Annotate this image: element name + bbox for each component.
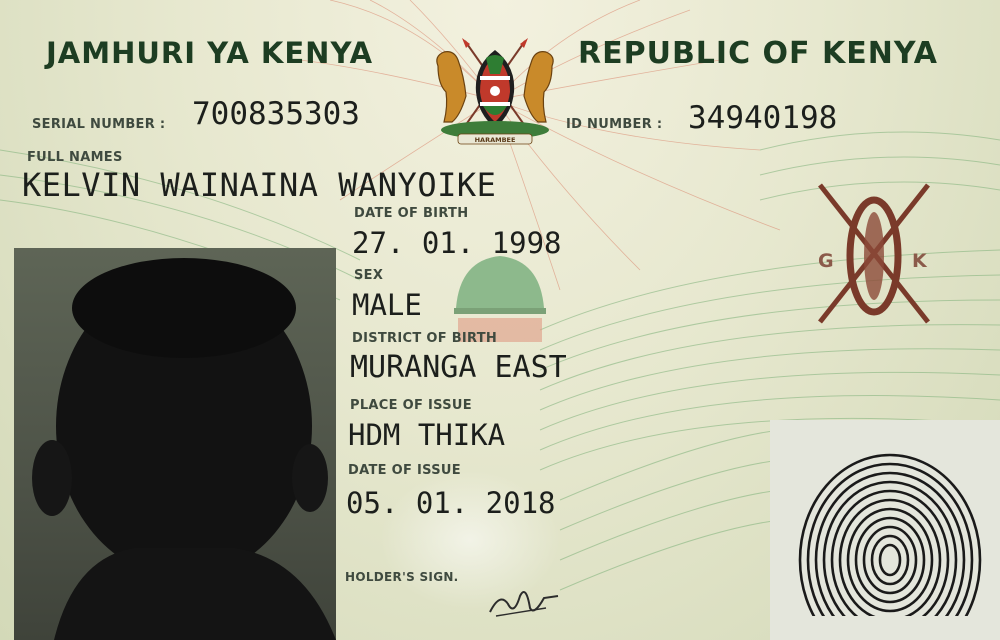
sex-value: MALE <box>352 288 422 322</box>
district-of-birth-value: MURANGA EAST <box>350 350 567 385</box>
header-swahili: JAMHURI YA KENYA <box>46 36 374 70</box>
place-of-issue-label: PLACE OF ISSUE <box>350 398 472 413</box>
id-number-label: ID NUMBER : <box>566 117 663 132</box>
date-of-issue-label: DATE OF ISSUE <box>348 463 461 478</box>
id-number-value: 34940198 <box>688 100 838 136</box>
gk-letter-k: K <box>912 250 927 272</box>
holder-sign-label: HOLDER'S SIGN. <box>345 570 459 584</box>
fingerprint-icon <box>770 420 1000 640</box>
full-names-value: KELVIN WAINAINA WANYOIKE <box>22 166 497 204</box>
full-names-label: FULL NAMES <box>27 150 123 165</box>
holder-photo <box>14 248 336 640</box>
place-of-issue-value: HDM THIKA <box>348 418 506 452</box>
date-of-birth-value: 27. 01. 1998 <box>352 226 562 260</box>
portrait-silhouette-icon <box>14 248 336 640</box>
district-of-birth-label: DISTRICT OF BIRTH <box>352 331 498 346</box>
serial-number-value: 700835303 <box>192 96 360 132</box>
svg-text:HARAMBEE: HARAMBEE <box>474 136 516 144</box>
header-english: REPUBLIC OF KENYA <box>578 36 938 71</box>
date-of-issue-value: 05. 01. 2018 <box>346 486 556 520</box>
shield-and-spears-icon <box>810 180 940 330</box>
date-of-birth-label: DATE OF BIRTH <box>354 206 469 221</box>
signature-icon <box>486 582 566 622</box>
gk-letter-g: G <box>818 250 834 272</box>
fingerprint-area <box>770 420 1000 640</box>
serial-number-label: SERIAL NUMBER : <box>32 117 166 132</box>
coat-of-arms-icon <box>430 36 560 148</box>
sex-label: SEX <box>354 268 384 283</box>
